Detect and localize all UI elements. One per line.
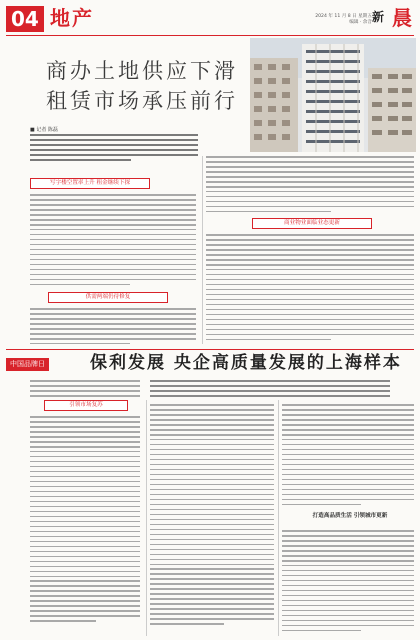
second-divider-2 — [278, 400, 279, 636]
section-name: 地产 — [50, 6, 94, 30]
lead-headline — [46, 56, 246, 116]
lead-headline-line-1: 商办土地供应下滑 — [46, 59, 238, 83]
lead-intro-text — [30, 134, 198, 164]
lead-author: ■ 记者 陈磊 — [30, 127, 58, 133]
column-tag: 中国品牌日 — [6, 358, 49, 371]
issue-meta — [282, 14, 372, 26]
lead-column-1-text-a — [30, 194, 196, 289]
second-intro-text — [150, 380, 390, 400]
building-photo — [250, 38, 416, 152]
page-header — [0, 0, 420, 40]
column-divider — [202, 156, 203, 344]
logo-char-2: 晨 — [392, 6, 412, 30]
lead-headline-line-2: 租赁市场承压前行 — [46, 89, 238, 113]
second-col-2-text — [150, 404, 274, 628]
lead-subhead-4: 供需两端仍待修复 — [48, 292, 168, 303]
lead-column-1-text-b — [30, 308, 196, 348]
editor-credit: 编辑 · 余音 — [349, 20, 372, 25]
section-number: 04 — [6, 6, 44, 32]
lead-column-2-text-a — [206, 156, 414, 216]
second-headline: 保利发展 央企高质量发展的上海样本 — [90, 353, 402, 373]
second-divider-1 — [146, 400, 147, 636]
second-col-1-text-a — [30, 380, 140, 400]
logo-char-1: 新 — [372, 10, 385, 24]
lead-subhead-2: 商业物业面临业态更新 — [252, 218, 372, 229]
second-subhead-4: 打造高品质生活 引领城市更新 — [312, 513, 388, 519]
issue-date: 2024 年 11 月 8 日 星期五 — [315, 14, 372, 19]
masthead-logo — [372, 2, 416, 36]
story-separator — [6, 349, 414, 350]
second-subhead-1: 引领市场复苏 — [44, 400, 128, 411]
header-rule — [6, 35, 414, 36]
second-col-3-text-b — [282, 530, 414, 635]
lead-column-2-text-b — [206, 234, 414, 344]
second-col-1-text-b — [30, 416, 140, 625]
second-col-3-text-a — [282, 404, 414, 509]
lead-subhead-1: 写字楼空置率上升 租金继续下探 — [30, 178, 150, 189]
building-photo-image — [250, 38, 416, 152]
